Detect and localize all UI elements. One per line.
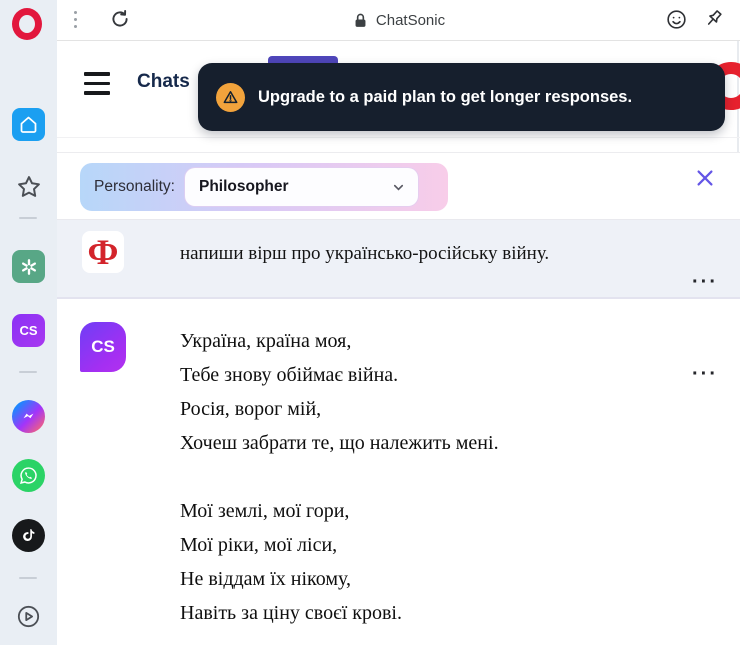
tooltip-text: Upgrade to a paid plan to get longer responses. (258, 87, 633, 106)
close-personality-icon[interactable] (694, 167, 716, 189)
home-icon[interactable] (12, 108, 45, 141)
whatsapp-icon[interactable] (12, 459, 45, 492)
bookmarks-star-icon[interactable] (12, 170, 45, 203)
poem-line: Росія, ворог мій, (180, 398, 322, 420)
warning-icon (216, 83, 245, 112)
menu-hamburger-icon[interactable] (84, 72, 110, 95)
message-more-menu[interactable]: ··· (692, 271, 718, 293)
divider (57, 137, 740, 138)
personality-pill (80, 163, 448, 211)
chatsonic-sidebar-label: CS (19, 323, 38, 338)
lock-icon (352, 12, 369, 29)
opera-sidebar (0, 0, 58, 645)
page-title: ChatSonic (375, 11, 446, 29)
opera-logo-icon[interactable] (12, 8, 42, 40)
poem-stanza (180, 494, 499, 630)
upgrade-tooltip (198, 63, 725, 131)
message-more-menu[interactable]: ··· (692, 363, 718, 385)
messenger-icon[interactable] (12, 400, 45, 433)
assistant-message-row (57, 299, 740, 645)
user-message-text: напиши вірш про українсько-російську війну. (180, 243, 550, 264)
user-message-row (57, 220, 740, 297)
user-avatar: Ф (82, 231, 124, 273)
feedback-smiley-icon[interactable] (665, 8, 688, 31)
personality-selected-value: Philosopher (198, 178, 289, 195)
rail-divider (19, 371, 37, 373)
rail-divider (19, 217, 37, 219)
chatsonic-avatar: CS (80, 322, 126, 372)
tiktok-icon[interactable] (12, 519, 45, 552)
browser-topbar (57, 0, 740, 41)
address-title (57, 0, 740, 40)
pin-icon[interactable] (703, 8, 726, 31)
poem-line: Україна, країна моя, (180, 330, 352, 352)
poem-line: Не віддам їх нікому, (180, 568, 351, 590)
chatsonic-panel (57, 41, 740, 645)
poem-line: Навіть за ціну своєї крові. (180, 602, 402, 624)
personality-bar (57, 153, 740, 220)
poem-line: Мої ріки, мої ліси, (180, 534, 338, 556)
assistant-message-text (180, 324, 499, 630)
rail-divider (19, 577, 37, 579)
poem-line: Тебе знову обіймає війна. (180, 364, 399, 386)
personality-label: Personality: (94, 178, 175, 195)
chatgpt-icon[interactable] (12, 250, 45, 283)
panel-title: Chats (137, 71, 190, 92)
chatsonic-sidebar-icon[interactable] (12, 314, 45, 347)
chevron-down-icon (391, 180, 406, 195)
poem-stanza (180, 324, 499, 460)
player-icon[interactable] (12, 600, 45, 633)
personality-dropdown[interactable] (185, 168, 418, 206)
poem-line: Мої землі, мої гори, (180, 500, 350, 522)
home-glyph (18, 114, 39, 135)
poem-line: Хочеш забрати те, що належить мені. (180, 432, 499, 454)
